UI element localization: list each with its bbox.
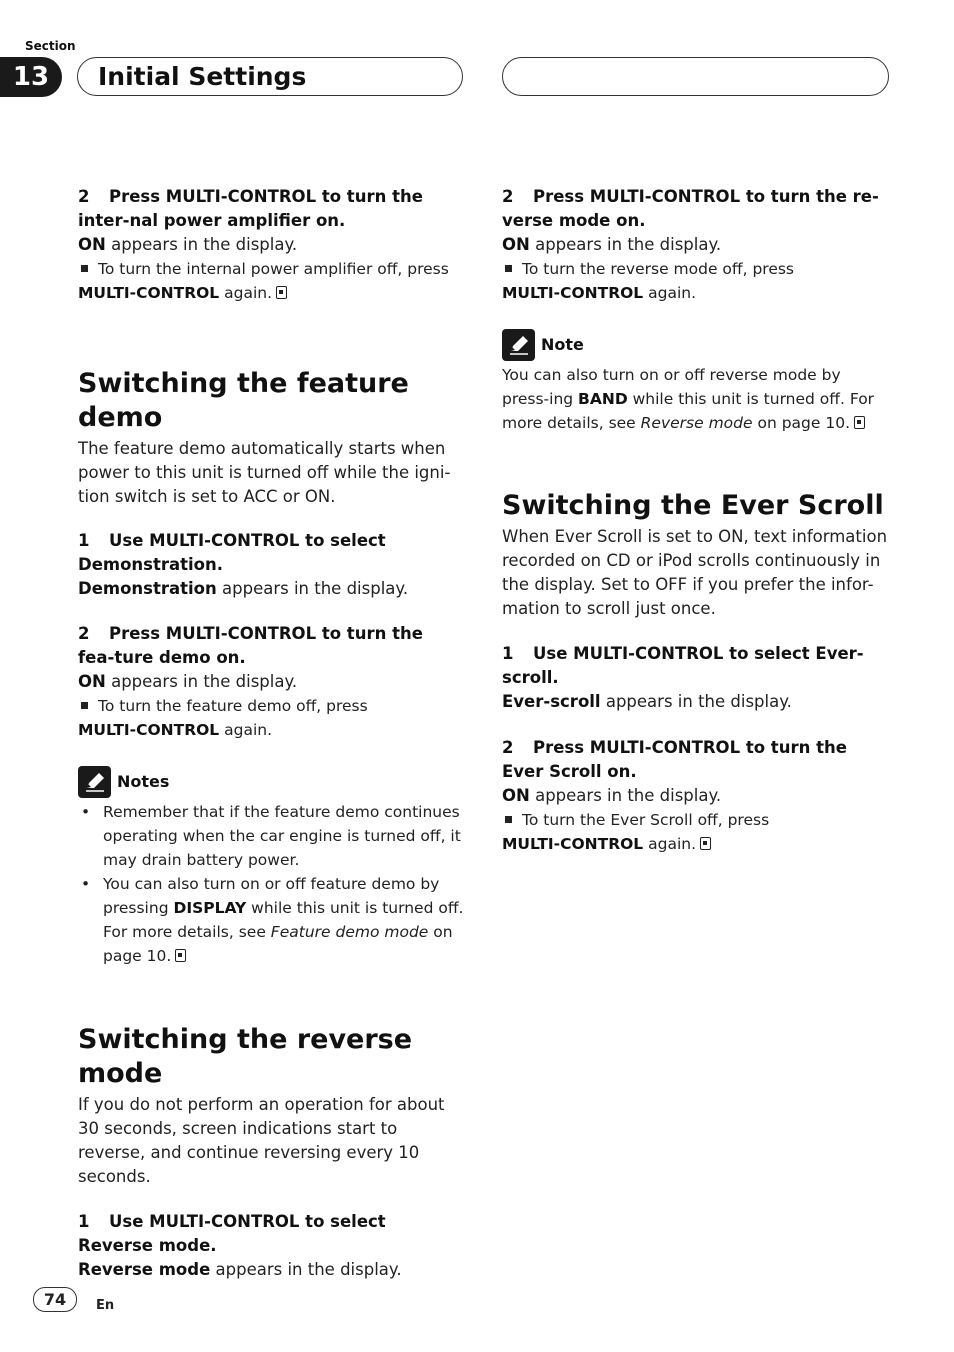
reverse-step-1: 1 Use MULTI-CONTROL to select Reverse mode. xyxy=(78,1212,386,1255)
pencil-icon xyxy=(78,766,111,798)
square-bullet-icon xyxy=(505,816,512,823)
notes-header: Notes xyxy=(78,766,464,798)
demo-step1-result: Demonstration appears in the display. xyxy=(78,579,409,598)
section-number-badge: 13 xyxy=(0,57,62,97)
heading-feature-demo: Switching the feature demo xyxy=(78,368,409,433)
demo-off-line: To turn the feature demo off, press MULTI-CONTROL again. xyxy=(78,697,368,739)
ever-off-line: To turn the Ever Scroll off, press MULTI-CONTROL again. xyxy=(502,811,770,853)
note-header: Note xyxy=(502,329,888,361)
reverse-intro: If you do not perform an operation for about 30 seconds, screen indications start to reverse, and continue reversing every 10 seconds. xyxy=(78,1095,445,1186)
ever-on-line: ON appears in the display. xyxy=(502,786,722,805)
amp-step-2: 2 Press MULTI-CONTROL to turn the inter-nal power amplifier on. xyxy=(78,187,423,230)
rev-on-line: ON appears in the display. xyxy=(502,235,722,254)
square-bullet-icon xyxy=(505,265,512,272)
demo-step-2: 2 Press MULTI-CONTROL to turn the fea-ture demo on. xyxy=(78,624,423,667)
end-mark-icon xyxy=(276,286,287,299)
amp-off-line: To turn the internal power amplifier off, press MULTI-CONTROL again. xyxy=(78,260,449,302)
end-mark-icon xyxy=(700,837,711,850)
list-item: • You can also turn on or off feature demo by pressing DISPLAY while this unit is turned off. For more details, see Feature demo mode on page 10. xyxy=(78,872,464,968)
square-bullet-icon xyxy=(81,265,88,272)
left-column xyxy=(78,185,464,1282)
section-label: Section xyxy=(25,39,76,53)
demo-intro: The feature demo automatically starts when power to this unit is turned off while the igni-tion switch is set to ACC or ON. xyxy=(78,439,451,506)
amp-on-line: ON appears in the display. xyxy=(78,235,298,254)
chapter-title: Initial Settings xyxy=(77,57,463,96)
ever-intro: When Ever Scroll is set to ON, text information recorded on CD or iPod scrolls continuously in the display. Set to OFF if you prefer the infor-mation to scroll just once. xyxy=(502,527,888,618)
list-item: • Remember that if the feature demo continues operating when the car engine is turned off, it may drain battery power. xyxy=(78,800,464,872)
end-mark-icon xyxy=(854,416,865,429)
right-column xyxy=(502,185,888,856)
heading-ever-scroll: Switching the Ever Scroll xyxy=(502,490,884,521)
rev-off-line: To turn the reverse mode off, press MULTI-CONTROL again. xyxy=(502,260,795,302)
ever-step-1: 1 Use MULTI-CONTROL to select Ever-scroll. xyxy=(502,644,864,687)
page-number: 74 xyxy=(33,1287,77,1312)
heading-reverse-mode: Switching the reverse mode xyxy=(78,1024,413,1089)
ever-step1-result: Ever-scroll appears in the display. xyxy=(502,692,792,711)
reverse-step1-result: Reverse mode appears in the display. xyxy=(78,1260,402,1279)
ever-step-2: 2 Press MULTI-CONTROL to turn the Ever Scroll on. xyxy=(502,738,847,781)
header-empty-pill xyxy=(502,57,889,96)
pencil-icon xyxy=(502,329,535,361)
end-mark-icon xyxy=(175,949,186,962)
demo-step-1: 1 Use MULTI-CONTROL to select Demonstration. xyxy=(78,531,386,574)
reverse-note-text: You can also turn on or off reverse mode by press-ing BAND while this unit is turned off. For more details, see Reverse mode on page 10. xyxy=(502,366,875,432)
square-bullet-icon xyxy=(81,702,88,709)
language-code: En xyxy=(96,1298,115,1313)
notes-list xyxy=(78,800,464,968)
reverse-step-2: 2 Press MULTI-CONTROL to turn the re-verse mode on. xyxy=(502,187,879,230)
demo-on-line: ON appears in the display. xyxy=(78,672,298,691)
